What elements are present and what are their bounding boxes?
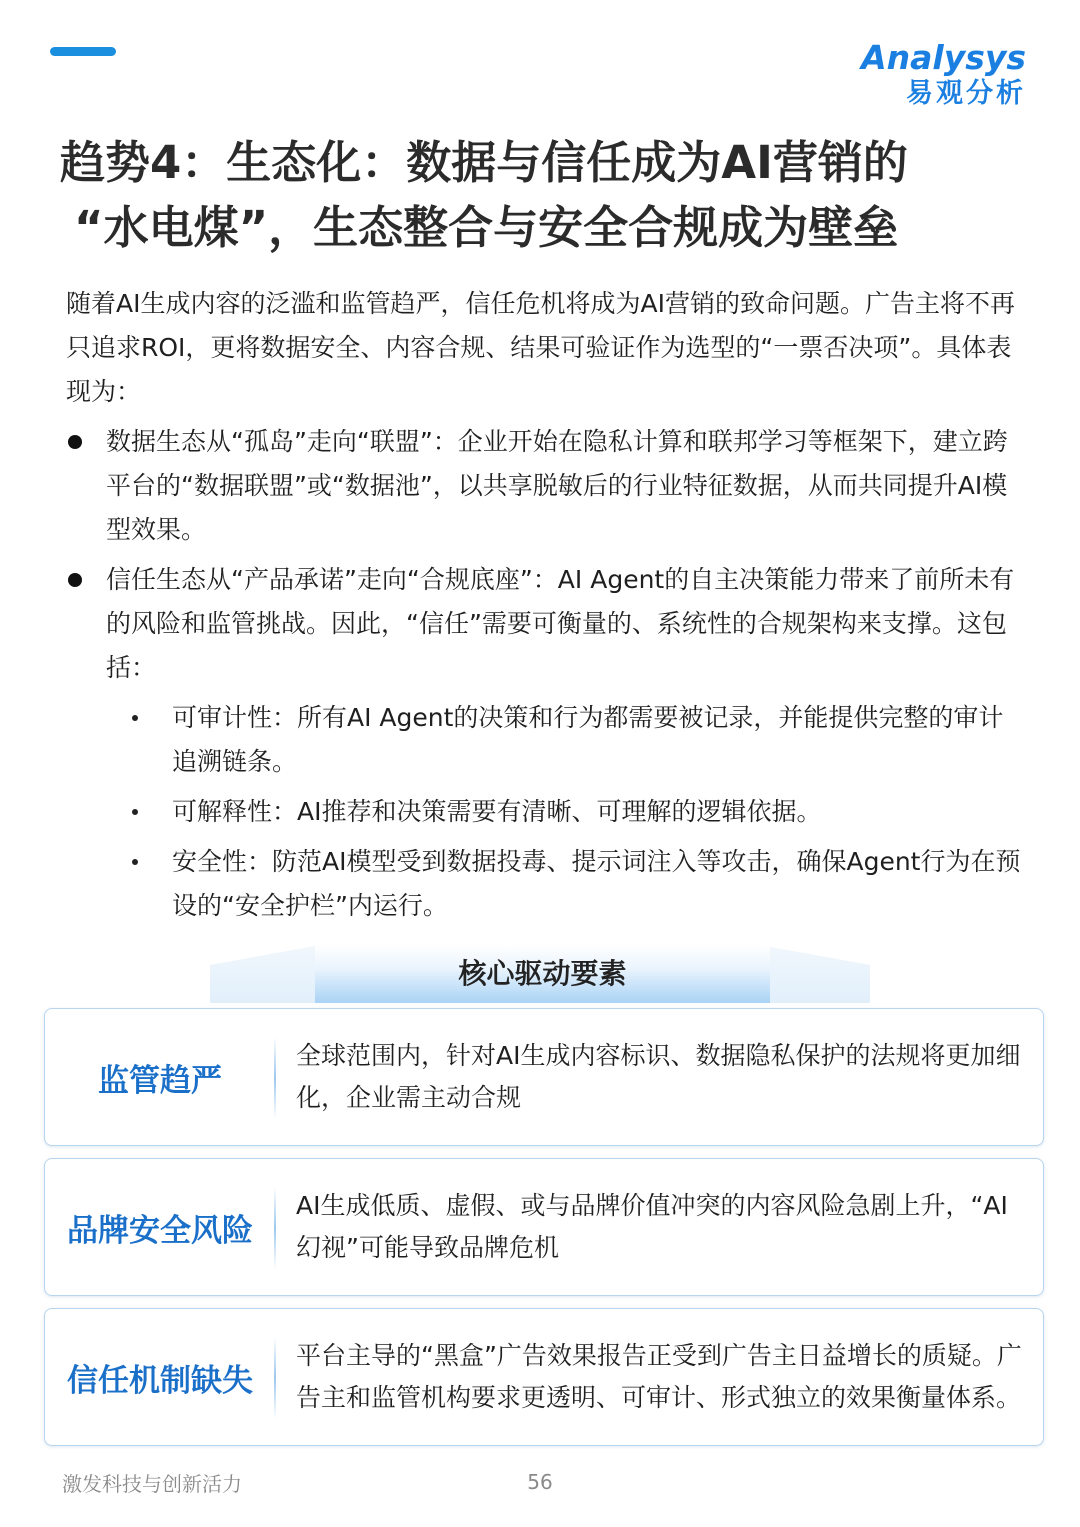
body-content [66, 282, 1026, 928]
drivers-header-label: 核心驱动要素 [458, 957, 627, 990]
logo-english: Analysys [861, 38, 1026, 77]
sub-bullet-explainability: 可解释性：AI推荐和决策需要有清晰、可理解的逻辑依据。 [66, 790, 1026, 834]
bullet-item-data-ecosystem: 数据生态从“孤岛”走向“联盟”：企业开始在隐私计算和联邦学习等框架下，建立跨平台的“数据联盟”或“数据池”，以共享脱敏后的行业特征数据，从而共同提升AI模型效果。 [66, 420, 1026, 552]
title-line-1: 趋势4：生态化：数据与信任成为AI营销的 [60, 136, 908, 189]
driver-card-brand-safety [44, 1158, 1044, 1296]
driver-divider [274, 1187, 276, 1269]
driver-divider [274, 1337, 276, 1419]
intro-paragraph: 随着AI生成内容的泛滥和监管趋严，信任危机将成为AI营销的致命问题。广告主将不再只追求ROI，更将数据安全、内容合规、结果可验证作为选型的“一票否决项”。具体表现为： [66, 289, 1015, 406]
drivers-section-header [210, 945, 870, 1003]
bullet-item-trust-ecosystem: 信任生态从“产品承诺”走向“合规底座”：AI Agent的自主决策能力带来了前所未有的风险和监管挑战。因此，“信任”需要可衡量的、系统性的合规架构来支撑。这包括： [66, 558, 1026, 690]
driver-description: 全球范围内，针对AI生成内容标识、数据隐私保护的法规将更加细化，企业需主动合规 [296, 1041, 1021, 1112]
driver-name: 品牌安全风险 [67, 1212, 253, 1249]
title-line-2: “水电煤”，生态整合与安全合规成为壁垒 [74, 201, 899, 254]
driver-name: 信任机制缺失 [67, 1362, 253, 1399]
sub-bullet-list [66, 696, 1026, 928]
footer-slogan: 激发科技与创新活力 [62, 1472, 242, 1496]
driver-divider [274, 1037, 276, 1119]
page-number: 56 [527, 1470, 553, 1494]
sub-bullet-security: 安全性：防范AI模型受到数据投毒、提示词注入等攻击，确保Agent行为在预设的“安全护栏”内运行。 [66, 840, 1026, 928]
driver-card-regulation [44, 1008, 1044, 1146]
logo-chinese: 易观分析 [906, 78, 1026, 109]
driver-name: 监管趋严 [98, 1062, 222, 1099]
driver-description: AI生成低质、虚假、或与品牌价值冲突的内容风险急剧上升，“AI幻视”可能导致品牌危机 [296, 1191, 1008, 1262]
page-title [60, 130, 1040, 260]
driver-description: 平台主导的“黑盒”广告效果报告正受到广告主日益增长的质疑。广告主和监管机构要求更透明、可审计、形式独立的效果衡量体系。 [296, 1341, 1022, 1412]
analysys-logo [846, 38, 1026, 110]
sub-bullet-auditability: 可审计性：所有AI Agent的决策和行为都需要被记录，并能提供完整的审计追溯链条。 [66, 696, 1026, 784]
top-accent-bar [50, 47, 116, 56]
driver-card-trust-mechanism [44, 1308, 1044, 1446]
